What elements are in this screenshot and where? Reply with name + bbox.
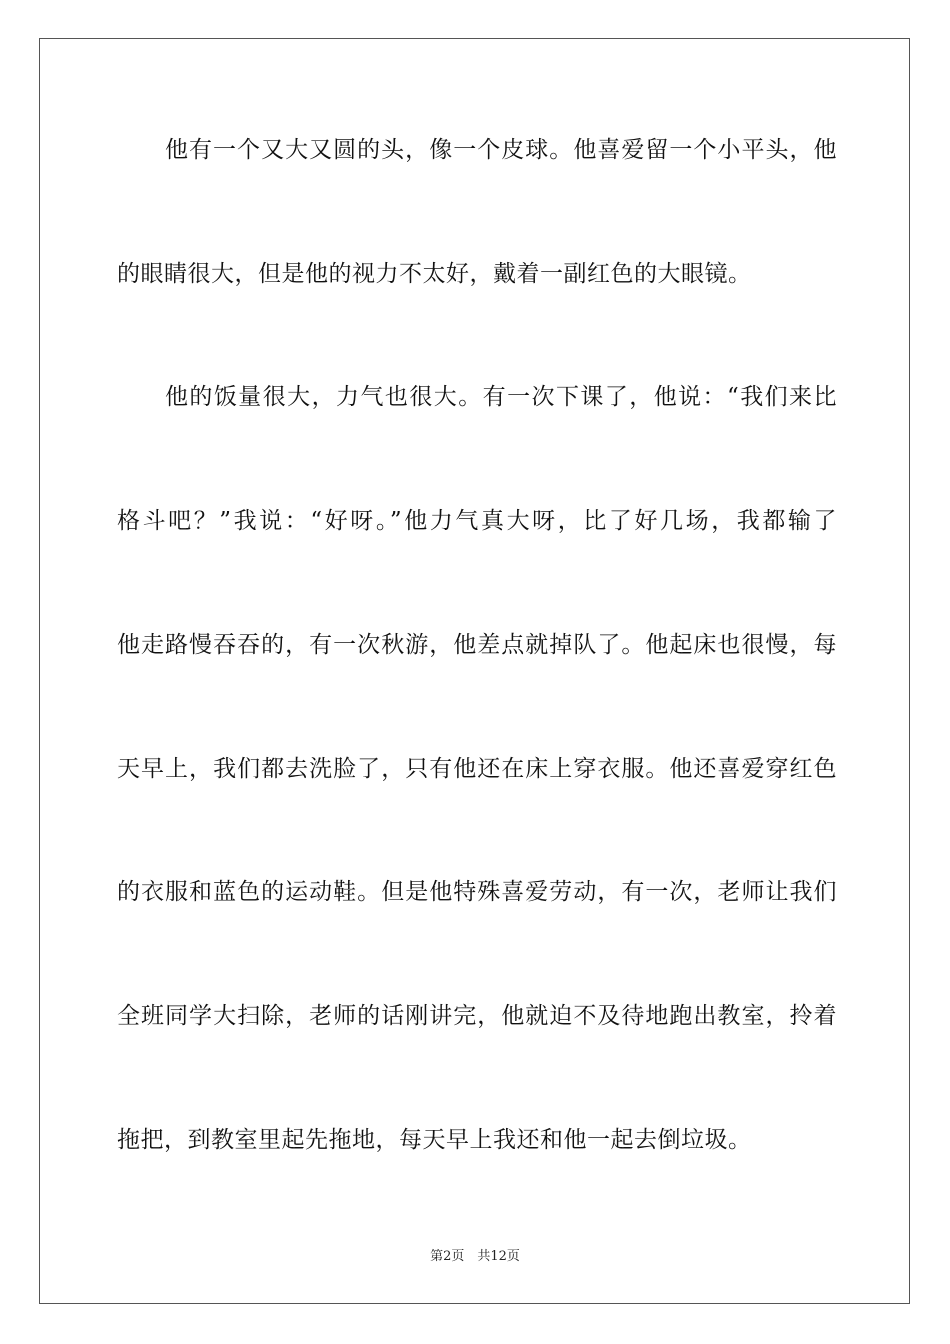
paragraph-line-2: 的眼睛很大，但是他的视力不太好，戴着一副红色的大眼镜。 [117, 261, 752, 287]
paragraph-line-3: 他的饭量很大，力气也很大。有一次下课了，他说：“我们来比 [165, 384, 837, 410]
page-number-footer: 第2页 共12页 [430, 1249, 520, 1264]
page-border [39, 38, 910, 1304]
paragraph-line-7: 的衣服和蓝色的运动鞋。但是他特殊喜爱劳动，有一次，老师让我们 [117, 879, 837, 905]
paragraph-line-8: 全班同学大扫除，老师的话刚讲完，他就迫不及待地跑出教室，拎着 [117, 1003, 837, 1029]
paragraph-line-9: 拖把，到教室里起先拖地，每天早上我还和他一起去倒垃圾。 [117, 1127, 752, 1153]
paragraph-line-5: 他走路慢吞吞的，有一次秋游，他差点就掉队了。他起床也很慢，每 [117, 632, 837, 658]
paragraph-line-1: 他有一个又大又圆的头，像一个皮球。他喜爱留一个小平头，他 [165, 137, 837, 163]
paragraph-line-4: 格斗吧？”我说：“好呀。”他力气真大呀，比了好几场，我都输了 [117, 508, 837, 534]
paragraph-line-6: 天早上，我们都去洗脸了，只有他还在床上穿衣服。他还喜爱穿红色 [117, 756, 837, 782]
